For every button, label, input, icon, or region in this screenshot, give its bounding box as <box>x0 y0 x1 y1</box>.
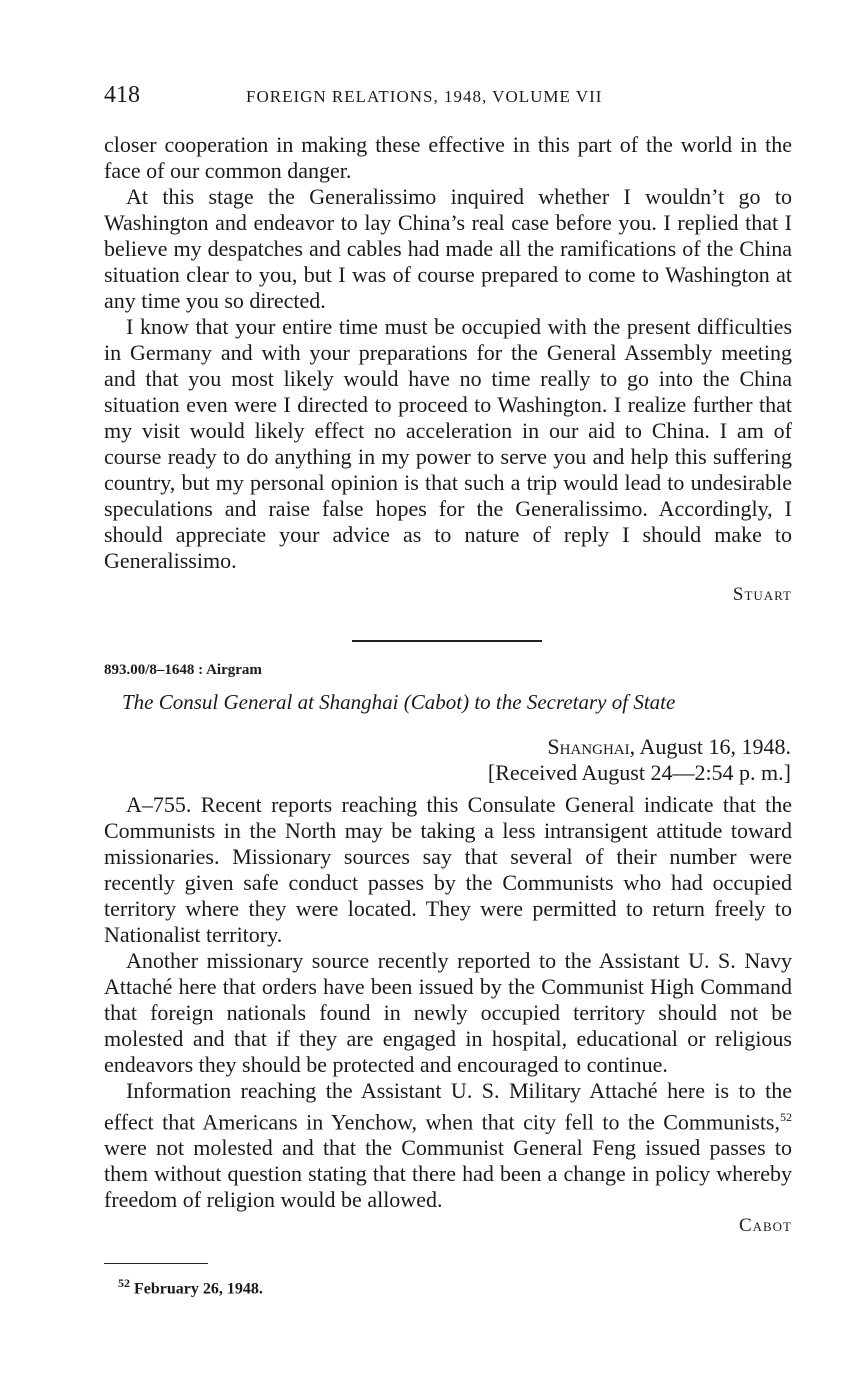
paragraph <box>104 1078 792 1213</box>
paragraph-text: were not molested and that the Communist General Feng issued passes to them without question stating that there had been a change in policy whereby freedom of religion would be allowed. <box>104 1135 792 1213</box>
footnote-marker: 52 <box>118 1276 130 1290</box>
page-header <box>104 82 794 114</box>
paragraph: A–755. Recent reports reaching this Consulate General indicate that the Communists in the North may be taking a less intransigent attitude toward missionaries. Missionary sources say that several of their number were recently given safe conduct passes by the Communists who had occupied territory where they were located. They were permitted to return freely to Nationalist territory. <box>104 792 792 947</box>
footnote <box>118 1276 263 1298</box>
paragraph: Another missionary source recently reported to the Assistant U. S. Navy Attaché here that orders have been issued by the Communist High Command that foreign nationals found in newly occupied territory should not be molested and that if they are engaged in hospital, educational or religious endeavors they should be protected and encouraged to continue. <box>104 948 792 1077</box>
dateline-date: August 16, 1948. <box>639 734 791 759</box>
letter2-body <box>104 792 792 1237</box>
page-number: 418 <box>104 82 140 108</box>
footnote-rule <box>104 1263 208 1264</box>
section-divider <box>352 640 542 642</box>
running-title: FOREIGN RELATIONS, 1948, VOLUME VII <box>246 87 603 106</box>
paragraph: closer cooperation in making these effective in this part of the world in the face of our common danger. <box>104 132 792 183</box>
paragraph: At this stage the Generalissimo inquired whether I wouldn’t go to Washington and endeavor to lay China’s real case before you. I replied that I believe my despatches and cables had made all the ramifications of the China situation clear to you, but I was of course prepared to come to Washington at any time you so directed. <box>104 184 792 313</box>
letter1-body <box>104 132 792 606</box>
paragraph-text: Information reaching the Assistant U. S. Military Attaché here is to the effect that Americans in Yenchow, when that city fell to the Communists, <box>104 1078 792 1135</box>
footnote-reference: 52 <box>780 1110 792 1124</box>
dateline <box>547 734 791 760</box>
received-line: [Received August 24—2:54 p. m.] <box>487 760 791 785</box>
signature-stuart: Stuart <box>732 584 792 605</box>
dateline-place: Shanghai, <box>547 734 636 759</box>
paragraph: I know that your entire time must be occupied with the present difficulties in Germany and with your preparations for the General Assembly meeting and that you most likely would have no time really to go into the China situation even were I directed to proceed to Washington. I realize further that my visit would likely effect no acceleration in our aid to China. I am of course ready to do anything in my power to serve you and help this suffering country, but my personal opinion is that such a trip would lead to undesirable speculations and raise false hopes for the Generalissimo. Accordingly, I should appreciate your advice as to nature of reply I should make to Generalissimo. <box>104 314 792 573</box>
footnote-text: February 26, 1948. <box>130 1280 263 1298</box>
document-title: The Consul General at Shanghai (Cabot) to the Secretary of State <box>122 690 676 714</box>
signature-cabot: Cabot <box>738 1215 792 1237</box>
file-number: 893.00/8–1648 : Airgram <box>104 662 262 678</box>
